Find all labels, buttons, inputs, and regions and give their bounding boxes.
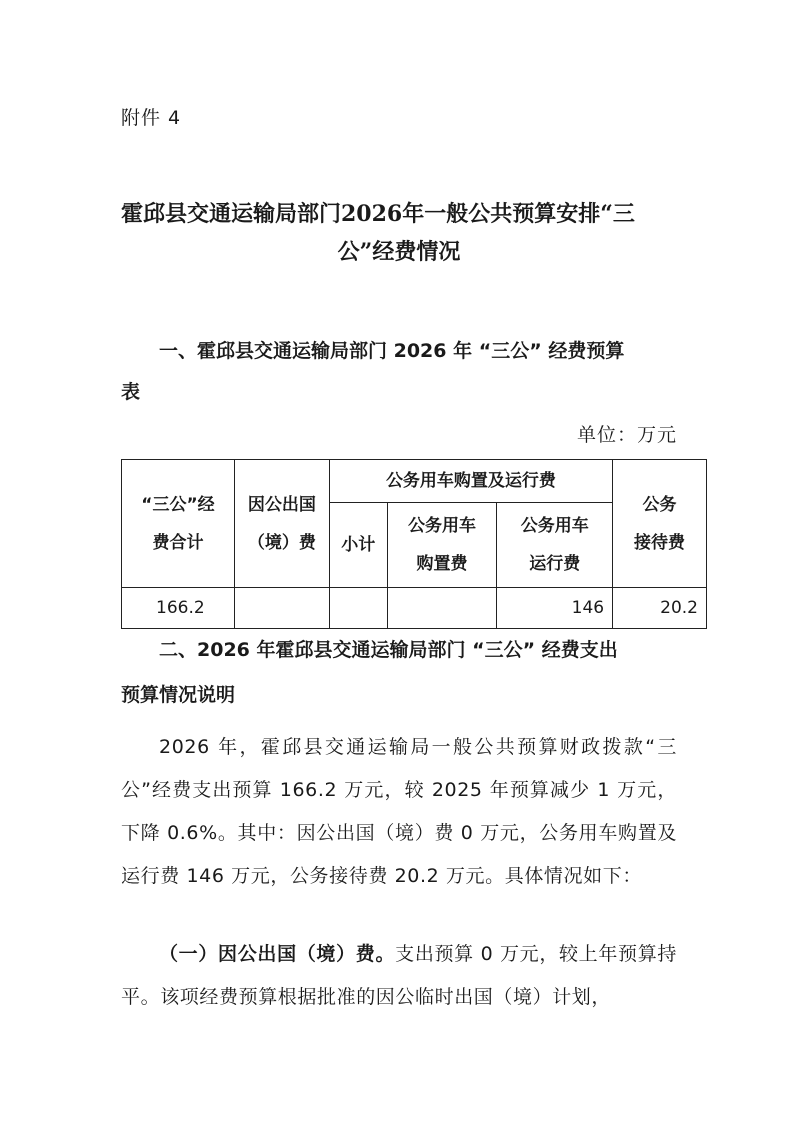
header-reception-line-2: 接待费: [634, 532, 686, 553]
cell-total: 166.2: [122, 588, 235, 629]
section-2-line-1: 二、2026 年霍邱县交通运输局部门 “三公” 经费支出: [159, 639, 618, 661]
header-purchase: [387, 503, 497, 588]
cell-subtotal: [329, 588, 387, 629]
title-line-1: 霍邱县交通运输局部门2026年一般公共预算安排“三: [121, 201, 635, 227]
cell-abroad: [234, 588, 329, 629]
paragraph-2-heading: （一）因公出国（境）费。: [159, 943, 396, 965]
paragraph-2: [121, 933, 677, 1019]
section-2-heading: [121, 628, 677, 718]
header-total: [122, 460, 235, 588]
header-abroad-line-1: 因公出国: [247, 494, 316, 515]
header-reception-line-1: 公务: [642, 494, 677, 515]
paragraph-2-text: 支出预算 0 万元，较上年预算持平。该项经费预算根据批准的因公临时出国（境）计划，: [121, 943, 677, 1008]
title-line-2: 公”经费情况: [337, 239, 461, 265]
section-1-line-2: 表: [121, 381, 141, 403]
cell-purchase: [387, 588, 497, 629]
section-1-line-1: 一、霍邱县交通运输局部门 2026 年 “三公” 经费预算: [159, 340, 625, 362]
header-abroad-line-2: （境）费: [247, 532, 316, 553]
cell-operation: 146: [497, 588, 613, 629]
table-data-row: [122, 588, 707, 629]
attachment-label: 附件 4: [121, 107, 182, 129]
budget-table: [121, 459, 707, 629]
table-header-row-1: [122, 460, 707, 503]
header-total-line-1: “三公”经: [141, 494, 215, 515]
unit-label: 单位：万元: [576, 424, 677, 446]
section-1-heading: [121, 331, 677, 413]
header-purchase-line-2: 购置费: [416, 554, 468, 574]
paragraph-1: [121, 726, 677, 898]
header-purchase-line-1: 公务用车: [407, 516, 476, 536]
header-abroad: [234, 460, 329, 588]
cell-reception: 20.2: [613, 588, 707, 629]
paragraph-1-text: 2026 年，霍邱县交通运输局一般公共预算财政拨款“三公”经费支出预算 166.2 万元，较 2025 年预算减少 1 万元，下降 0.6%。其中：因公出国（境）费 0 万元，公务用车购置及运行费 146 万元，公务接待费 20.2 万元。具体情况如下：: [121, 736, 677, 887]
header-vehicle-group: 公务用车购置及运行费: [329, 460, 612, 503]
header-operation-line-1: 公务用车: [520, 516, 589, 536]
section-2-line-2: 预算情况说明: [121, 684, 236, 706]
header-operation-line-2: 运行费: [529, 554, 581, 574]
header-subtotal: 小计: [329, 503, 387, 588]
header-operation: [497, 503, 613, 588]
header-reception: [613, 460, 707, 588]
document-title: [121, 195, 677, 271]
header-total-line-2: 费合计: [152, 532, 204, 553]
